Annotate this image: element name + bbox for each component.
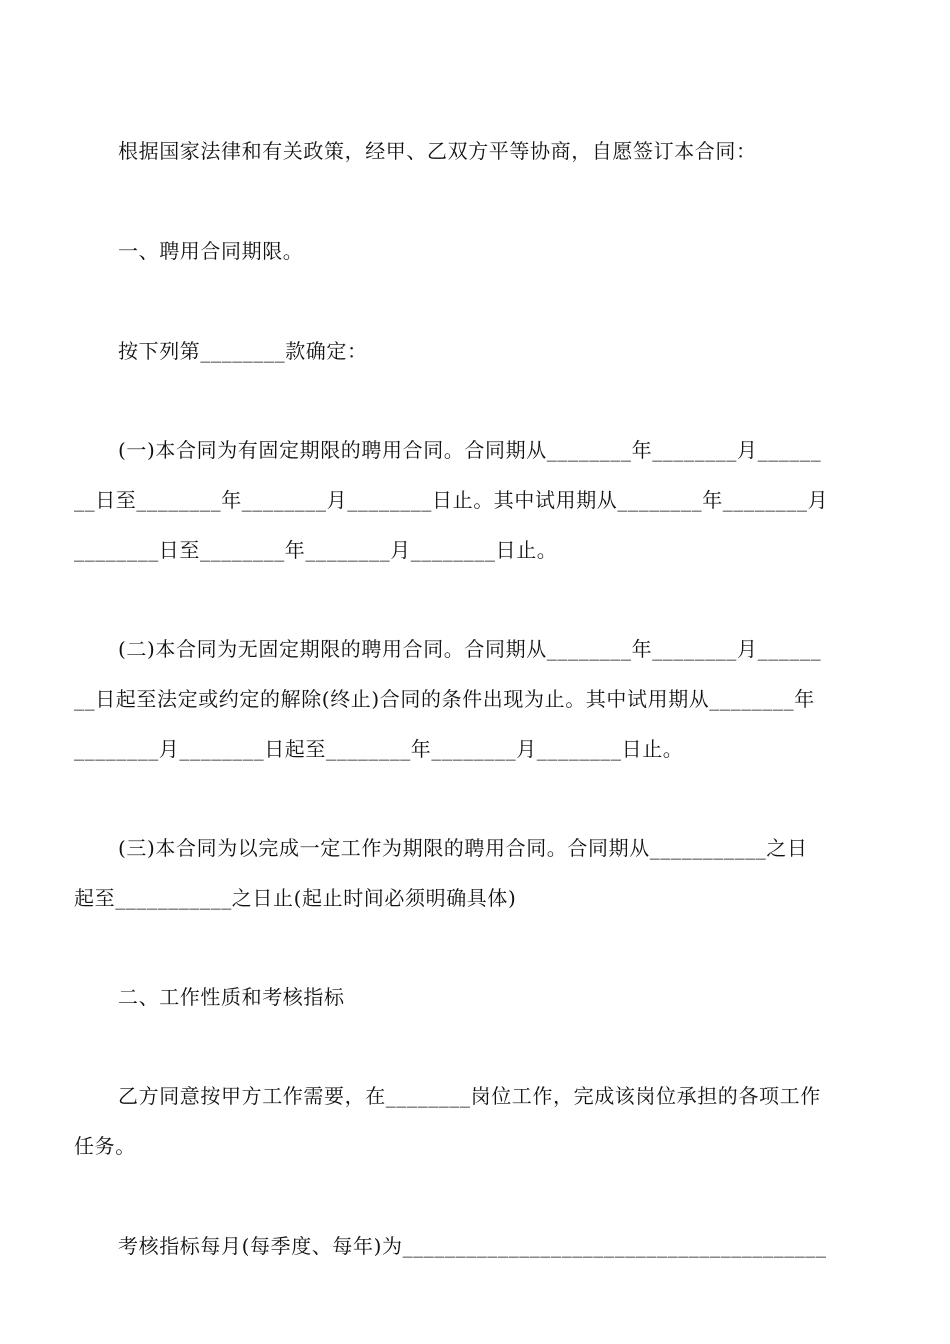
- clause-2-line-3: ________月________日起至________年________月________日止。: [74, 737, 684, 761]
- clause-2-line-2: __日起至法定或约定的解除(终止)合同的条件出现为止。其中试用期从________年: [74, 687, 815, 711]
- assessment-indicator-line: 考核指标每月(每季度、每年)为________________________________________: [118, 1234, 827, 1258]
- position-paragraph-line-1: 乙方同意按甲方工作需要，在________岗位工作，完成该岗位承担的各项工作: [118, 1084, 821, 1108]
- clause-3-line-2: 起至___________之日止(起止时间必须明确具体): [74, 886, 517, 910]
- section-2-heading: 二、工作性质和考核指标: [118, 985, 345, 1009]
- clause-1-line-1: (一)本合同为有固定期限的聘用合同。合同期从________年________月______: [118, 438, 822, 462]
- position-paragraph-line-2: 任务。: [74, 1134, 136, 1158]
- clause-2-line-1: (二)本合同为无固定期限的聘用合同。合同期从________年________月______: [118, 637, 822, 661]
- clause-1-line-2: __日至________年________月________日止。其中试用期从________年________月: [74, 488, 829, 512]
- clause-3-line-1: (三)本合同为以完成一定工作为期限的聘用合同。合同期从___________之日: [118, 836, 808, 860]
- clause-1-line-3: ________日至________年________月________日止。: [74, 538, 558, 562]
- intro-paragraph: 根据国家法律和有关政策，经甲、乙双方平等协商，自愿签订本合同：: [118, 139, 757, 163]
- section-1-instruction: 按下列第________款确定：: [118, 339, 368, 363]
- section-1-heading: 一、聘用合同期限。: [118, 239, 304, 263]
